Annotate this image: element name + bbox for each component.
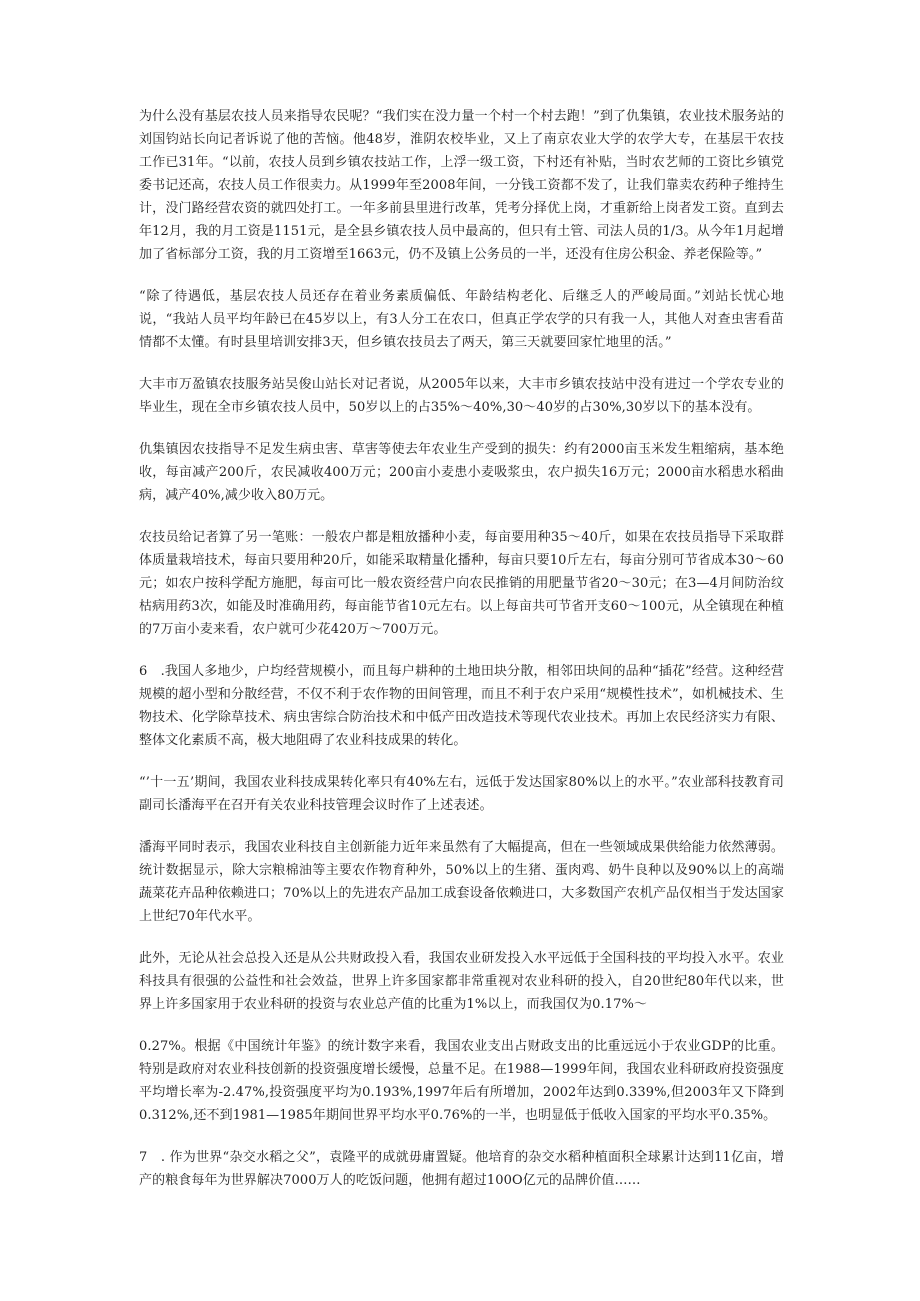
paragraph-2: “除了待遇低，基层农技人员还存在着业务素质偏低、年龄结构老化、后继乏人的严峻局面。”刘站长忧心地说，“我站人员平均年龄已在45岁以上，有3人分工在农口，但真正学农学的只有我一人，其他人对查虫害看苗情都不太懂。有时县里培训安排3天，但乡镇农技员去了两天，第三天就要回家忙地里的活。”: [139, 289, 784, 350]
paragraph-4: 仇集镇因农技指导不足发生病虫害、草害等使去年农业生产受到的损失：约有2000亩玉米发生粗缩病，基本绝收，每亩减产200斤，农民减收400万元；200亩小麦患小麦吸浆虫，农户损失16万元；2000亩水稻患水稻曲病，减产40%,减少收入80万元。: [139, 442, 784, 503]
paragraph-9: 此外，无论从社会总投入还是从公共财政投入看，我国农业研发投入水平远低于全国科技的平均投入水平。农业科技具有很强的公益性和社会效益，世界上许多国家都非常重视对农业科研的投入，自20世纪80年代以来，世界上许多国家用于农业科研的投资与农业总产值的比重为1%以上，而我国仅为0.17%〜: [139, 951, 784, 1012]
paragraph-6: 6 .我国人多地少，户均经营规模小，而且每户耕种的土地田块分散，相邻田块间的品种“插花”经营。这种经营规模的超小型和分散经营，不仅不利于农作物的田间管理，而且不利于农户采用“规模性技术”，如机械技术、生物技术、化学除草技术、病虫害综合防治技术和中低产田改造技术等现代农业技术。再加上农民经济实力有限、整体文化素质不高，极大地阻碍了农业科技成果的转化。: [139, 664, 784, 748]
paragraph-10: 0.27%。根据《中国统计年鉴》的统计数字来看，我国农业支出占财政支出的比重远远小于农业GDP的比重。特别是政府对农业科技创新的投资强度增长缓慢，总量不足。在1988—1999年间，我国农业科研政府投资强度平均增长率为-2.47%,投资强度平均为0.193%,1997年后有所增加，2002年达到0.339%,但2003年又下降到0.312%,还不到1981—1985年期间世界平均水平0.76%的一半，也明显低于低收入国家的平均水平0.35%。: [139, 1039, 784, 1123]
paragraph-5: 农技员给记者算了另一笔账：一般农户都是粗放播种小麦，每亩要用种35〜40斤，如果在农技员指导下采取群体质量栽培技术，每亩只要用种20斤，如能采取精量化播种，每亩只要10斤左右，每亩分别可节省成本30〜60元；如农户按科学配方施肥，每亩可比一般农资经营户向农民推销的用肥量节省20〜30元；在3—4月间防治纹枯病用药3次，如能及时准确用药，每亩能节省10元左右。以上每亩共可节省开支60〜100元，从全镇现在种植的7万亩小麦来看，农户就可少花420万～700万元。: [139, 530, 784, 637]
paragraph-3: 大丰市万盈镇农技服务站吴俊山站长对记者说，从2005年以来，大丰市乡镇农技站中没有进过一个学农专业的毕业生，现在全市乡镇农技人员中，50岁以上的占35%〜40%,30〜40岁的占30%,30岁以下的基本没有。: [139, 377, 784, 415]
paragraph-8: 潘海平同时表示，我国农业科技自主创新能力近年来虽然有了大幅提高，但在一些领域成果供给能力依然薄弱。统计数据显示，除大宗粮棉油等主要农作物育种外，50%以上的生猪、蛋肉鸡、奶牛良种以及90%以上的高端蔬菜花卉品种依赖进口；70%以上的先进农产品加工成套设备依赖进口，大多数国产农机产品仅相当于发达国家上世纪70年代水平。: [139, 840, 784, 924]
paragraph-11: 7 . 作为世界“杂交水稻之父”，袁隆平的成就毋庸置疑。他培育的杂交水稻种植面积全球累计达到11亿亩，增产的粮食每年为世界解决7000万人的吃饭问题，他拥有超过100O亿元的品牌价值……: [139, 1150, 784, 1188]
paragraph-1: 为什么没有基层农技人员来指导农民呢？“我们实在没力量一个村一个村去跑！”到了仇集镇，农业技术服务站的刘国钧站长向记者诉说了他的苦恼。他48岁，淮阴农校毕业，又上了南京农业大学的农学大专，在基层干农技工作已31年。“以前，农技人员到乡镇农技站工作，上浮一级工资，下村还有补贴，当时农艺师的工资比乡镇党委书记还高，农技人员工作很卖力。从1999年至2008年间，一分钱工资都不发了，让我们靠卖农药种子维持生计，没门路经营农资的就四处打工。一年多前县里进行改革，凭考分择优上岗，才重新给上岗者发工资。直到去年12月，我的月工资是1151元，是全县乡镇农技人员中最高的，但只有土管、司法人员的1/3。从今年1月起增加了省标部分工资，我的月工资增至1663元，仍不及镇上公务员的一半，还没有住房公积金、养老保险等。”: [139, 109, 784, 262]
paragraph-7: “’十一五’期间，我国农业科技成果转化率只有40%左右，远低于发达国家80%以上的水平。”农业部科技教育司副司长潘海平在召开有关农业科技管理会议时作了上述表述。: [139, 775, 784, 813]
document-body: [139, 105, 784, 1211]
